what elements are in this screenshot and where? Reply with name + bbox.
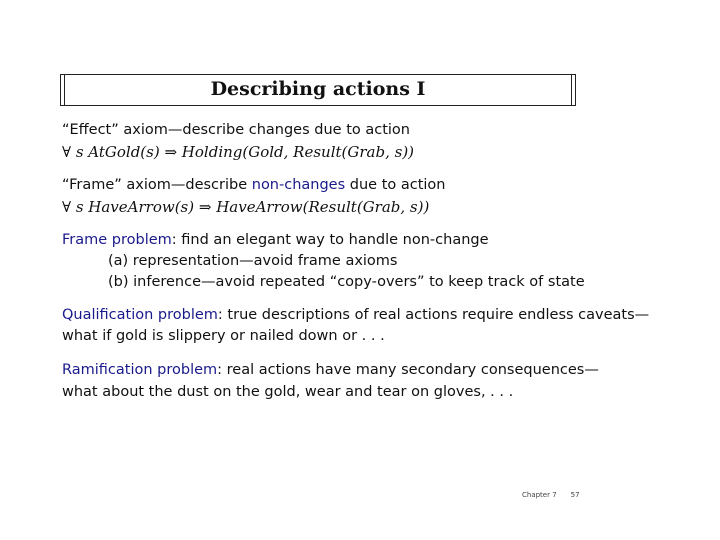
frame-label: “Frame” (62, 177, 122, 193)
effect-axiom-line (62, 122, 410, 138)
frame-description-start: axiom—describe (121, 177, 252, 193)
title-box (60, 74, 576, 106)
slide-title: Describing actions I (210, 78, 426, 100)
non-changes-term: non-changes (251, 177, 346, 193)
frame-description-end: due to action (345, 177, 446, 193)
frame-problem-description: : find an elegant way to handle non-change (171, 232, 489, 248)
chapter-label: Chapter 7 (522, 491, 557, 499)
page-number: 57 (570, 491, 580, 499)
frame-axiom-line (62, 177, 446, 193)
frame-problem-line (62, 232, 489, 248)
qualification-line-2: what if gold is slippery or nailed down or . . . (62, 328, 385, 344)
frame-problem-label: Frame problem (62, 232, 172, 248)
effect-formula: ∀ s AtGold(s) ⇒ Holding(Gold, Result(Grab, s)) (62, 143, 415, 161)
effect-label: “Effect” (62, 122, 119, 138)
ramification-line-2: what about the dust on the gold, wear and tear on gloves, . . . (62, 384, 514, 400)
frame-problem-item-a: (a) representation—avoid frame axioms (108, 253, 398, 269)
qualification-description: : true descriptions of real actions require endless caveats— (217, 307, 650, 323)
frame-formula: ∀ s HaveArrow(s) ⇒ HaveArrow(Result(Grab, s)) (62, 198, 430, 216)
qualification-line (62, 307, 649, 323)
slide-footer (522, 491, 580, 499)
ramification-line (62, 362, 599, 378)
qualification-label: Qualification problem (62, 307, 218, 323)
frame-problem-item-b: (b) inference—avoid repeated “copy-overs” to keep track of state (108, 274, 585, 290)
effect-description: axiom—describe changes due to action (118, 122, 410, 138)
ramification-description: : real actions have many secondary consequences— (217, 362, 599, 378)
ramification-label: Ramification problem (62, 362, 218, 378)
